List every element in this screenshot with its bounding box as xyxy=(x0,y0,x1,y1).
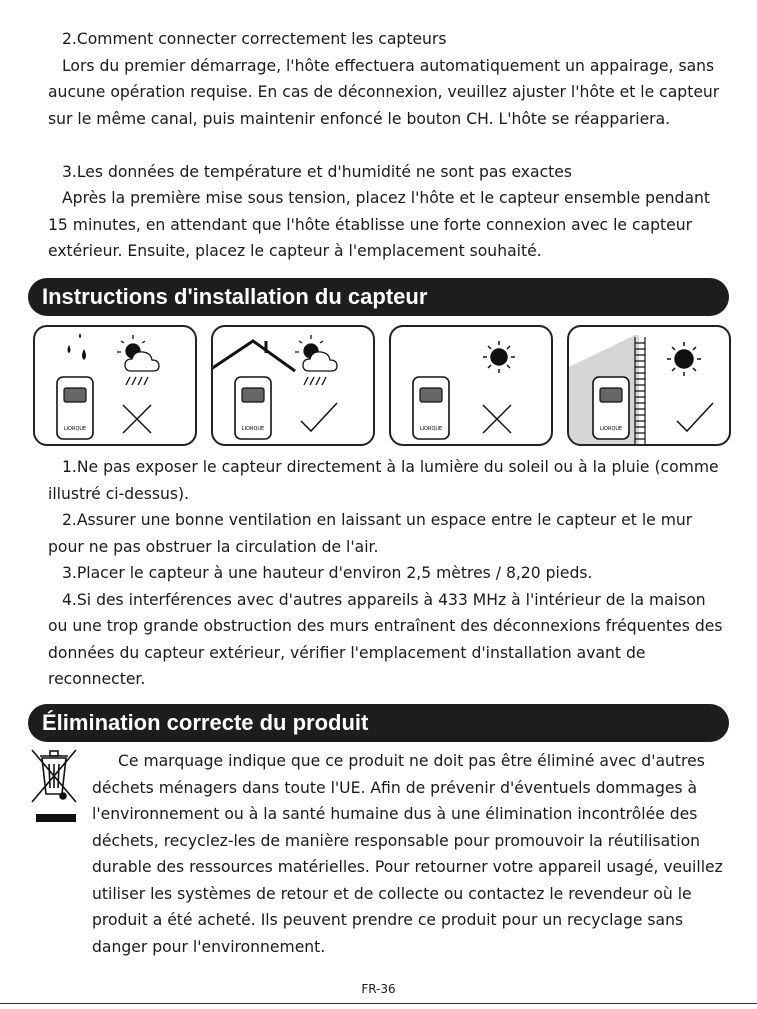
install-panel-wall xyxy=(567,325,731,446)
cross-icon xyxy=(483,405,511,433)
sensor-device xyxy=(413,377,449,439)
section-heading-connect: 2.Comment connecter correctement les capteurs xyxy=(62,30,447,48)
install-item-4: 4.Si des interférences avec d'autres appareils à 433 MHz à l'intérieur de la maison ou une trop grande obstruction des murs entraînent des déconnexions fréquentes des données du capteur extérieur, vérifier l'emplacement d'installation avant de reconnecter. xyxy=(48,590,723,688)
sensor-device xyxy=(57,377,93,439)
page-number: FR-36 xyxy=(361,982,396,996)
sensor-device xyxy=(593,377,629,439)
install-section-banner: Instructions d'installation du capteur xyxy=(28,278,729,316)
sun-icon xyxy=(483,341,515,373)
disposal-section-banner: Élimination correcte du produit xyxy=(28,704,729,742)
disposal-body: Ce marquage indique que ce produit ne doit pas être éliminé avec d'autres déchets ménagers dans toute l'UE. Afin de prévenir d'éventuels dommages à l'environnement ou à la santé humaine dus à une élimination incontrôlée des déchets, recyclez-les de manière responsable pour promouvoir la réutilisation durable des ressources matérielles. Pour retourner votre appareil usagé, veuillez utiliser les systèmes de retour et de collecte ou contactez le revendeur où le produit a été acheté. Ils peuvent prendre ce produit pour un recyclage sans danger pour l'environnement. xyxy=(92,752,723,956)
install-panel-rain xyxy=(33,325,197,446)
install-panel-roof xyxy=(211,325,375,446)
section-body-connect: Lors du premier démarrage, l'hôte effectuera automatiquement un appairage, sans aucune opération requise. En cas de déconnexion, veuillez ajuster l'hôte et le capteur sur le même canal, puis maintenir enfoncé le bouton CH. L'hôte se réappariera. xyxy=(48,56,720,128)
roof-icon xyxy=(213,341,295,371)
sun-icon xyxy=(667,342,701,376)
bottom-rule xyxy=(0,1003,757,1004)
svg-text:LIORQUE: LIORQUE xyxy=(241,426,265,432)
svg-text:LIORQUE: LIORQUE xyxy=(419,426,443,432)
rain-icon xyxy=(68,333,87,360)
install-item-1: 1.Ne pas exposer le capteur directement à la lumière du soleil ou à la pluie (comme illustré ci-dessus). xyxy=(48,458,719,503)
svg-text:LIORQUE: LIORQUE xyxy=(63,426,87,432)
sensor-device xyxy=(235,377,271,439)
cross-icon xyxy=(123,405,151,433)
check-icon xyxy=(677,403,713,431)
install-item-3: 3.Placer le capteur à une hauteur d'environ 2,5 mètres / 8,20 pieds. xyxy=(62,564,593,582)
check-icon xyxy=(301,403,337,431)
install-panel-sun xyxy=(389,325,553,446)
svg-text:LIORQUE: LIORQUE xyxy=(599,426,623,432)
sun-cloud-icon xyxy=(117,335,159,385)
install-item-2: 2.Assurer une bonne ventilation en laissant un espace entre le capteur et le mur pour ne pas obstruer la circulation de l'air. xyxy=(48,511,693,556)
section-body-accuracy: Après la première mise sous tension, placez l'hôte et le capteur ensemble pendant 15 minutes, en attendant que l'hôte établisse une forte connexion avec le capteur extérieur. Ensuite, placez le capteur à l'emplacement souhaité. xyxy=(48,189,710,260)
sun-cloud-icon xyxy=(295,335,337,385)
weee-bin-icon xyxy=(30,748,84,834)
section-heading-accuracy: 3.Les données de température et d'humidité ne sont pas exactes xyxy=(62,162,572,181)
